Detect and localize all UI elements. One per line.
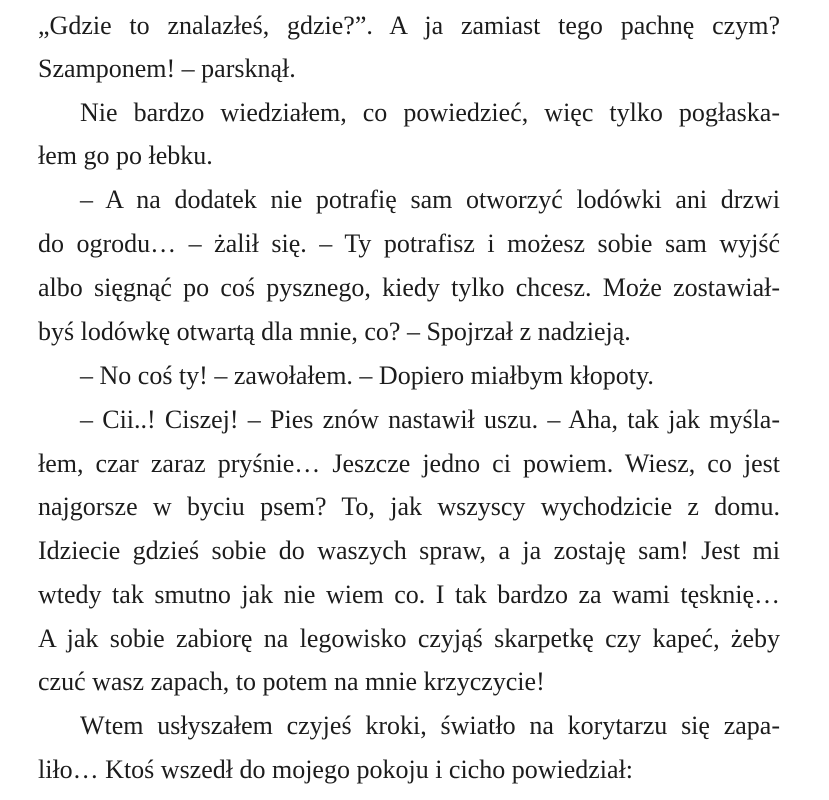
text-line: najgorsze w byciu psem? To, jak wszyscy wychodzicie z domu. (38, 492, 780, 521)
text-line: łem, czar zaraz pryśnie… Jeszcze jedno ci powiem. Wiesz, co jest (38, 449, 780, 478)
text-line: Szamponem! – parsknął. (38, 54, 296, 83)
text-line: Idziecie gdzieś sobie do waszych spraw, a ja zostaję sam! Jest mi (38, 536, 780, 565)
text-line: wtedy tak smutno jak nie wiem co. I tak bardzo za wami tęsknię… (38, 580, 780, 609)
text-line: byś lodówkę otwartą dla mnie, co? – Spojrzał z nadzieją. (38, 317, 631, 346)
text-line: – Cii..! Ciszej! – Pies znów nastawił uszu. – Aha, tak jak myśla- (80, 405, 780, 434)
text-line: czuć wasz zapach, to potem na mnie krzyczycie! (38, 667, 545, 696)
text-line: liło… Ktoś wszedł do mojego pokoju i cicho powiedział: (38, 755, 634, 784)
text-line: – No coś ty! – zawołałem. – Dopiero miałbym kłopoty. (80, 361, 654, 390)
text-line: A jak sobie zabiorę na legowisko czyjąś skarpetkę czy kapeć, żeby (38, 624, 780, 653)
text-line: Wtem usłyszałem czyjeś kroki, światło na korytarzu się zapa- (80, 711, 780, 740)
text-line: – A na dodatek nie potrafię sam otworzyć lodówki ani drzwi (80, 185, 780, 214)
text-line: albo sięgnąć po coś pysznego, kiedy tylko chcesz. Może zostawiał- (38, 273, 780, 302)
text-line: łem go po łebku. (38, 141, 213, 170)
text-line: „Gdzie to znalazłeś, gdzie?”. A ja zamiast tego pachnę czym? (38, 11, 780, 40)
text-line: do ogrodu… – żalił się. – Ty potrafisz i możesz sobie sam wyjść (38, 229, 780, 258)
text-line: Nie bardzo wiedziałem, co powiedzieć, więc tylko pogłaska- (80, 98, 780, 127)
